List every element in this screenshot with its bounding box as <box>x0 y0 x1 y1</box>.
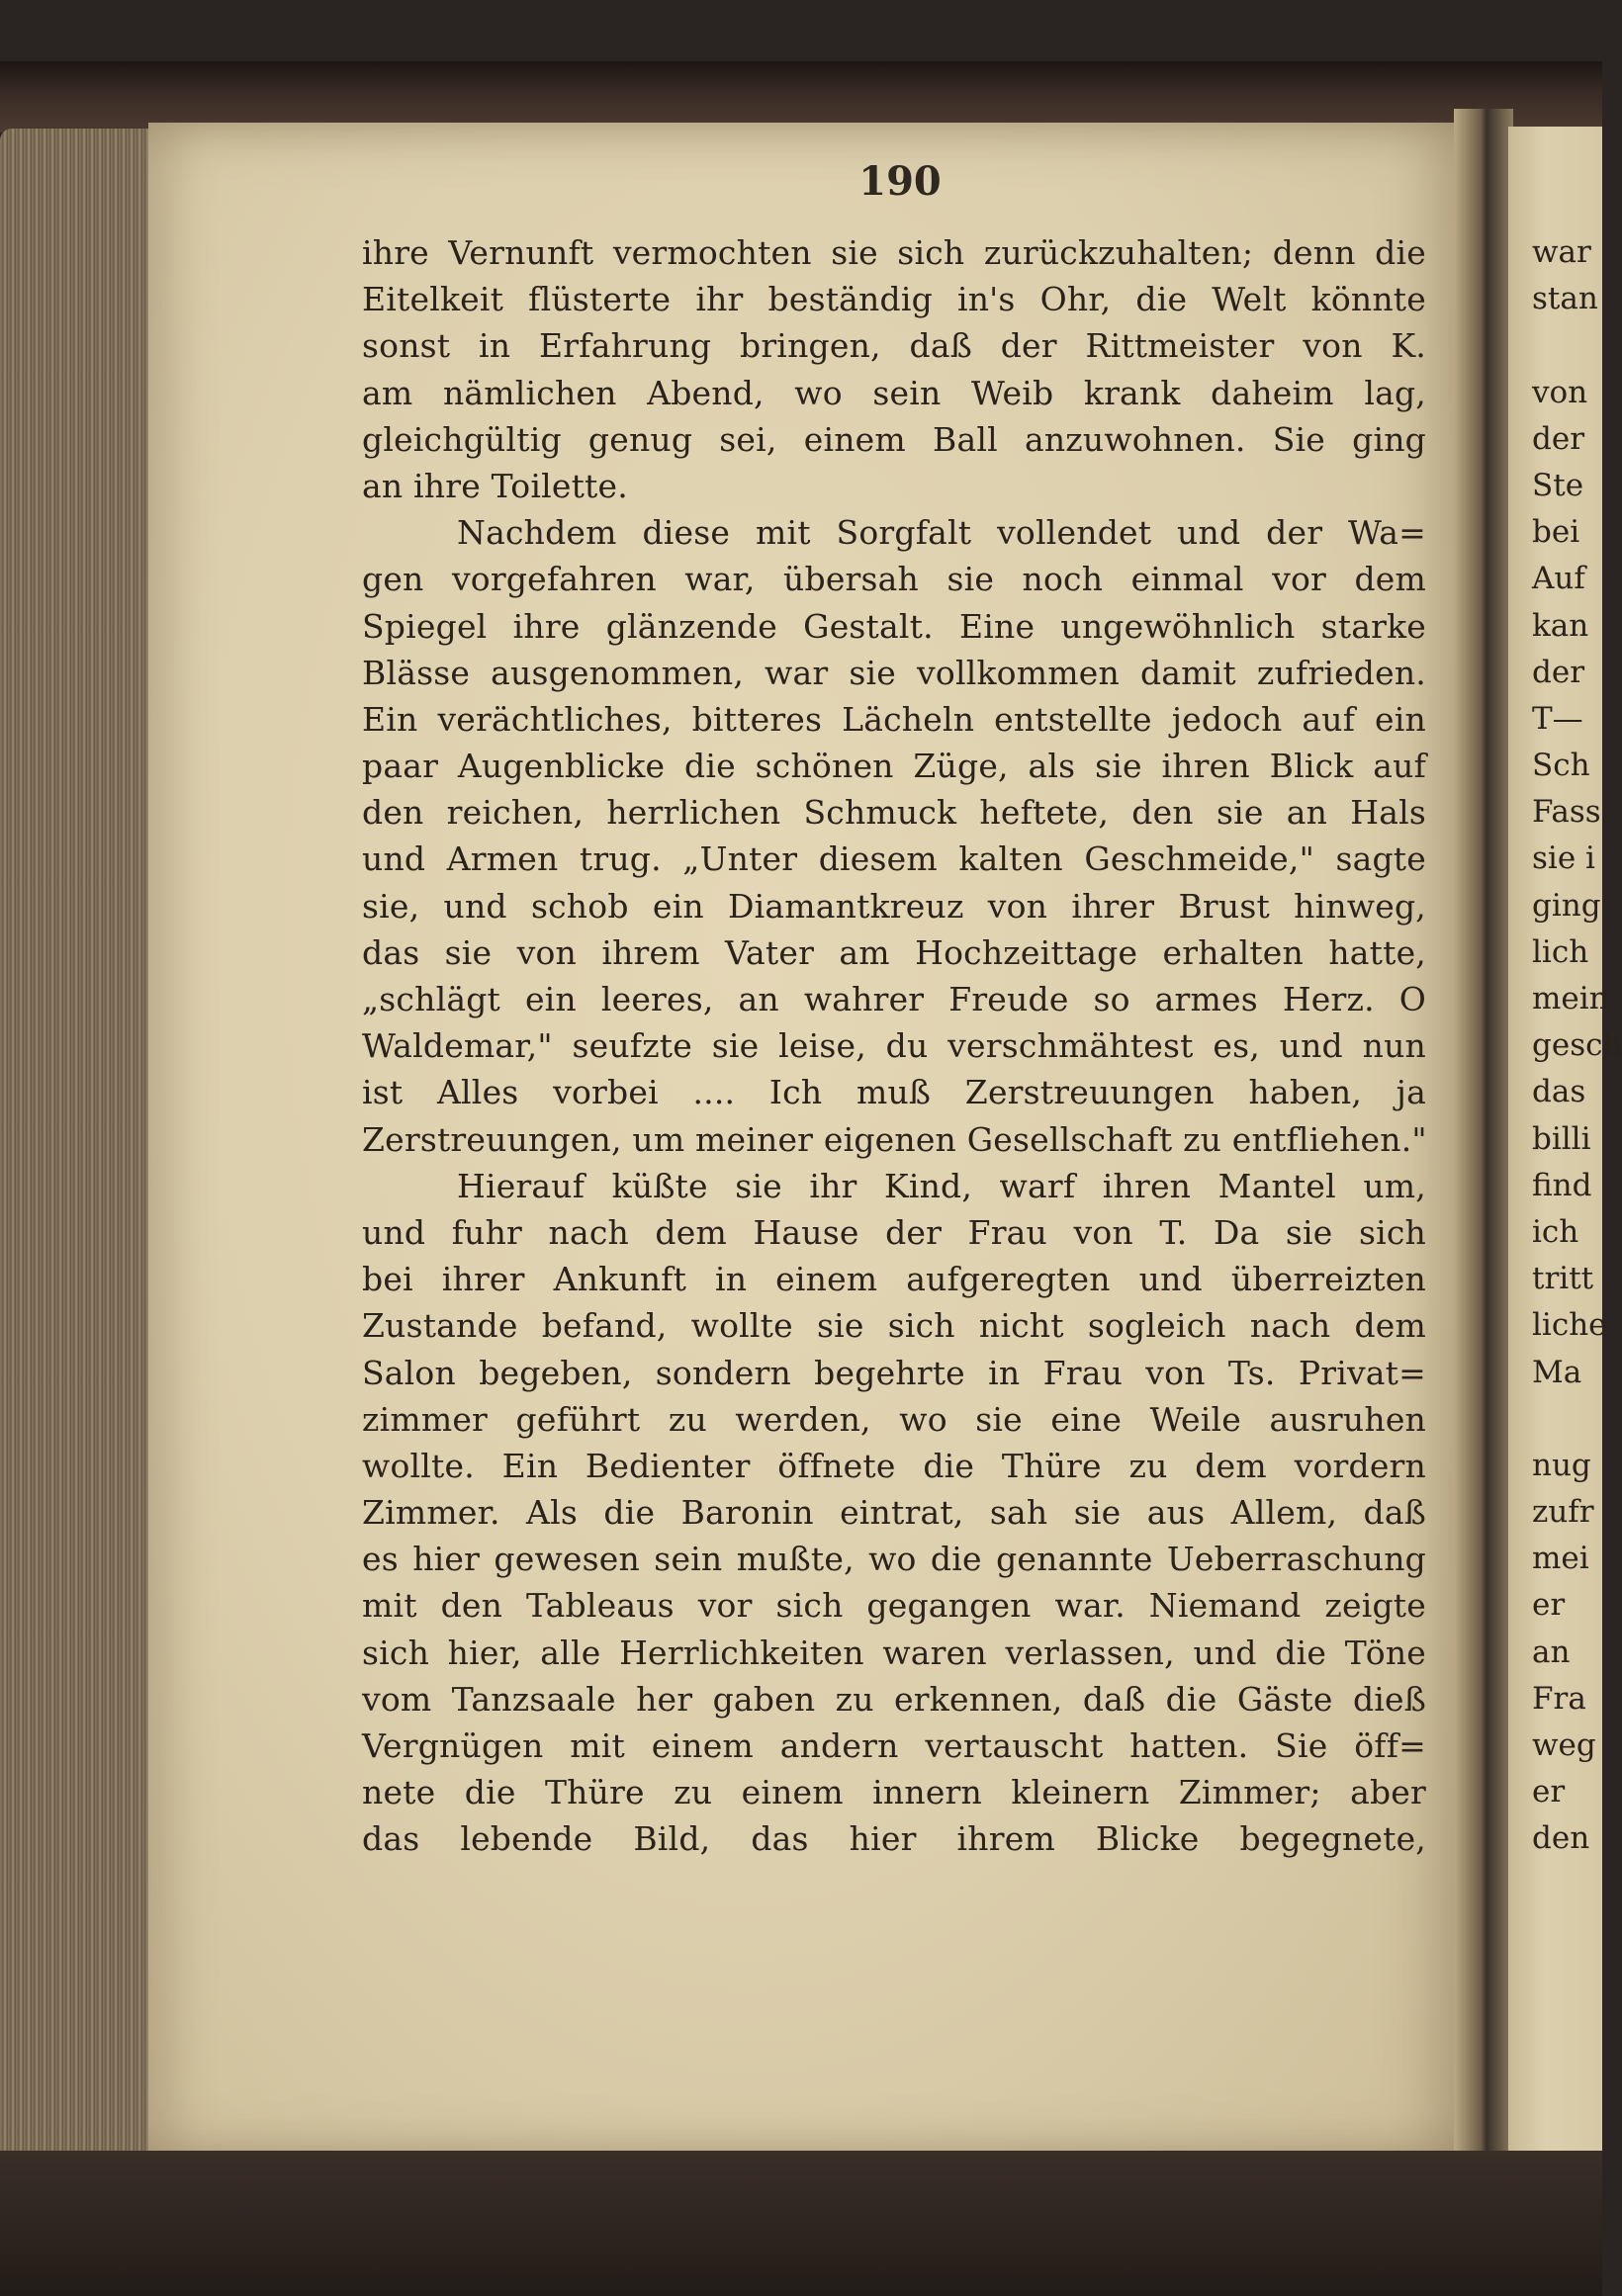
facing-fragment: Sch <box>1532 748 1590 784</box>
facing-fragment: stan <box>1532 281 1598 317</box>
text-line: ihre Vernunft vermochten sie sich zurückzuhalten; denn die <box>362 233 1426 272</box>
facing-fragment: find <box>1532 1167 1592 1203</box>
text-line: Zerstreuungen, um meiner eigenen Gesellschaft zu entfliehen." <box>362 1119 1427 1159</box>
text-line: es hier gewesen sein mußte, wo die genannte Ueberraschung <box>362 1540 1426 1579</box>
text-line: Spiegel ihre glänzende Gestalt. Eine ungewöhnlich starke <box>362 606 1426 646</box>
facing-fragment: mein <box>1532 981 1609 1016</box>
text-line: mit den Tableaus vor sich gegangen war. Niemand zeigte <box>362 1586 1426 1626</box>
text-line: an ihre Toilette. <box>362 466 628 505</box>
text-line: sonst in Erfahrung bringen, daß der Rittmeister von K. <box>362 326 1426 366</box>
text-line: vom Tanzsaale her gaben zu erkennen, daß die Gäste dieß <box>362 1679 1426 1719</box>
text-line: am nämlichen Abend, wo sein Weib krank daheim lag, <box>362 373 1426 412</box>
text-line: Zimmer. Als die Baronin eintrat, sah sie aus Allem, daß <box>362 1493 1426 1533</box>
facing-fragment: zufr <box>1532 1494 1594 1531</box>
text-line: Hierauf küßte sie ihr Kind, warf ihren Mantel um, <box>457 1166 1426 1205</box>
facing-fragment: das <box>1532 1074 1586 1110</box>
text-line: gen vorgefahren war, übersah sie noch einmal vor dem <box>362 560 1426 599</box>
facing-fragment: lich <box>1532 933 1589 970</box>
facing-fragment: ging <box>1532 887 1601 924</box>
text-line: gleichgültig genug sei, einem Ball anzuwohnen. Sie ging <box>362 419 1426 459</box>
text-line: und Armen trug. „Unter diesem kalten Geschmeide," sagte <box>362 839 1426 879</box>
facing-fragment: weg <box>1532 1727 1596 1763</box>
facing-fragment: liche <box>1532 1307 1607 1344</box>
text-line: bei ihrer Ankunft in einem aufgeregten und überreizten <box>362 1260 1426 1299</box>
facing-fragment: er <box>1532 1774 1566 1810</box>
facing-page-fragments <box>1532 229 1622 1863</box>
facing-fragment: der <box>1532 420 1585 457</box>
text-line: Vergnügen mit einem andern vertauscht hatten. Sie öff= <box>362 1726 1426 1765</box>
facing-fragment: nug <box>1532 1447 1591 1483</box>
text-line: nete die Thüre zu einem innern kleinern Zimmer; aber <box>362 1773 1426 1812</box>
text-line: und fuhr nach dem Hause der Frau von T. Da sie sich <box>362 1212 1426 1252</box>
facing-fragment: von <box>1532 374 1588 410</box>
text-line: Waldemar," seufzte sie leise, du verschmähtest es, und nun <box>362 1026 1426 1066</box>
text-line: ist Alles vorbei .... Ich muß Zerstreuungen haben, ja <box>362 1073 1426 1112</box>
facing-fragment: der <box>1532 654 1585 690</box>
facing-fragment: mei <box>1532 1541 1589 1577</box>
book-cover-bottom <box>0 2151 1602 2296</box>
facing-fragment <box>1532 1396 1601 1443</box>
page-number: 190 <box>858 158 942 205</box>
text-line: „schlägt ein leeres, an wahrer Freude so armes Herz. O <box>362 980 1426 1018</box>
facing-fragment: kan <box>1532 607 1589 644</box>
facing-fragment: T— <box>1532 700 1583 737</box>
book-gutter <box>1454 109 1513 2165</box>
text-line: sich hier, alle Herrlichkeiten waren verlassen, und die Töne <box>362 1633 1426 1672</box>
facing-fragment: tritt <box>1532 1261 1594 1297</box>
facing-fragment: Ste <box>1532 467 1584 503</box>
facing-fragment: war <box>1532 234 1591 270</box>
facing-fragment: bei <box>1532 514 1580 551</box>
text-line: Ein verächtliches, bitteres Lächeln entstellte jedoch auf ein <box>362 699 1426 739</box>
facing-fragment <box>1532 322 1601 369</box>
text-line: Eitelkeit flüsterte ihr beständig in's Ohr, die Welt könnte <box>362 280 1426 319</box>
text-line: den reichen, herrlichen Schmuck heftete, den sie an Hals <box>362 793 1426 833</box>
text-line: wollte. Ein Bedienter öffnete die Thüre zu dem vordern <box>362 1446 1426 1485</box>
facing-fragment: er <box>1532 1587 1566 1624</box>
facing-fragment: Fass <box>1532 794 1601 831</box>
text-line: zimmer geführt zu werden, wo sie eine Weile ausruhen <box>362 1399 1426 1439</box>
page-edges <box>0 129 168 2165</box>
text-line: Zustande befand, wollte sie sich nicht sogleich nach dem <box>362 1306 1426 1346</box>
facing-fragment: ich <box>1532 1213 1579 1250</box>
text-line: das lebende Bild, das hier ihrem Blicke begegnete, <box>362 1819 1426 1859</box>
facing-fragment: Ma <box>1532 1354 1582 1390</box>
facing-fragment: an <box>1532 1634 1571 1670</box>
body-text <box>362 229 1426 1863</box>
text-line: Salon begeben, sondern begehrte in Frau von Ts. Privat= <box>362 1353 1426 1392</box>
text-line: Nachdem diese mit Sorgfalt vollendet und der Wa= <box>457 513 1426 553</box>
facing-fragment: gesch <box>1532 1027 1622 1064</box>
facing-fragment: den <box>1532 1820 1590 1857</box>
text-line: paar Augenblicke die schönen Züge, als sie ihren Blick auf <box>362 747 1426 786</box>
facing-fragment: Fra <box>1532 1680 1586 1717</box>
facing-fragment: billi <box>1532 1120 1591 1157</box>
text-line: Blässe ausgenommen, war sie vollkommen damit zufrieden. <box>362 653 1426 692</box>
text-line: sie, und schob ein Diamantkreuz von ihrer Brust hinweg, <box>362 886 1426 926</box>
text-line: das sie von ihrem Vater am Hochzeittage erhalten hatte, <box>362 932 1426 972</box>
facing-fragment: Auf <box>1532 561 1585 597</box>
facing-fragment: sie i <box>1532 840 1595 877</box>
